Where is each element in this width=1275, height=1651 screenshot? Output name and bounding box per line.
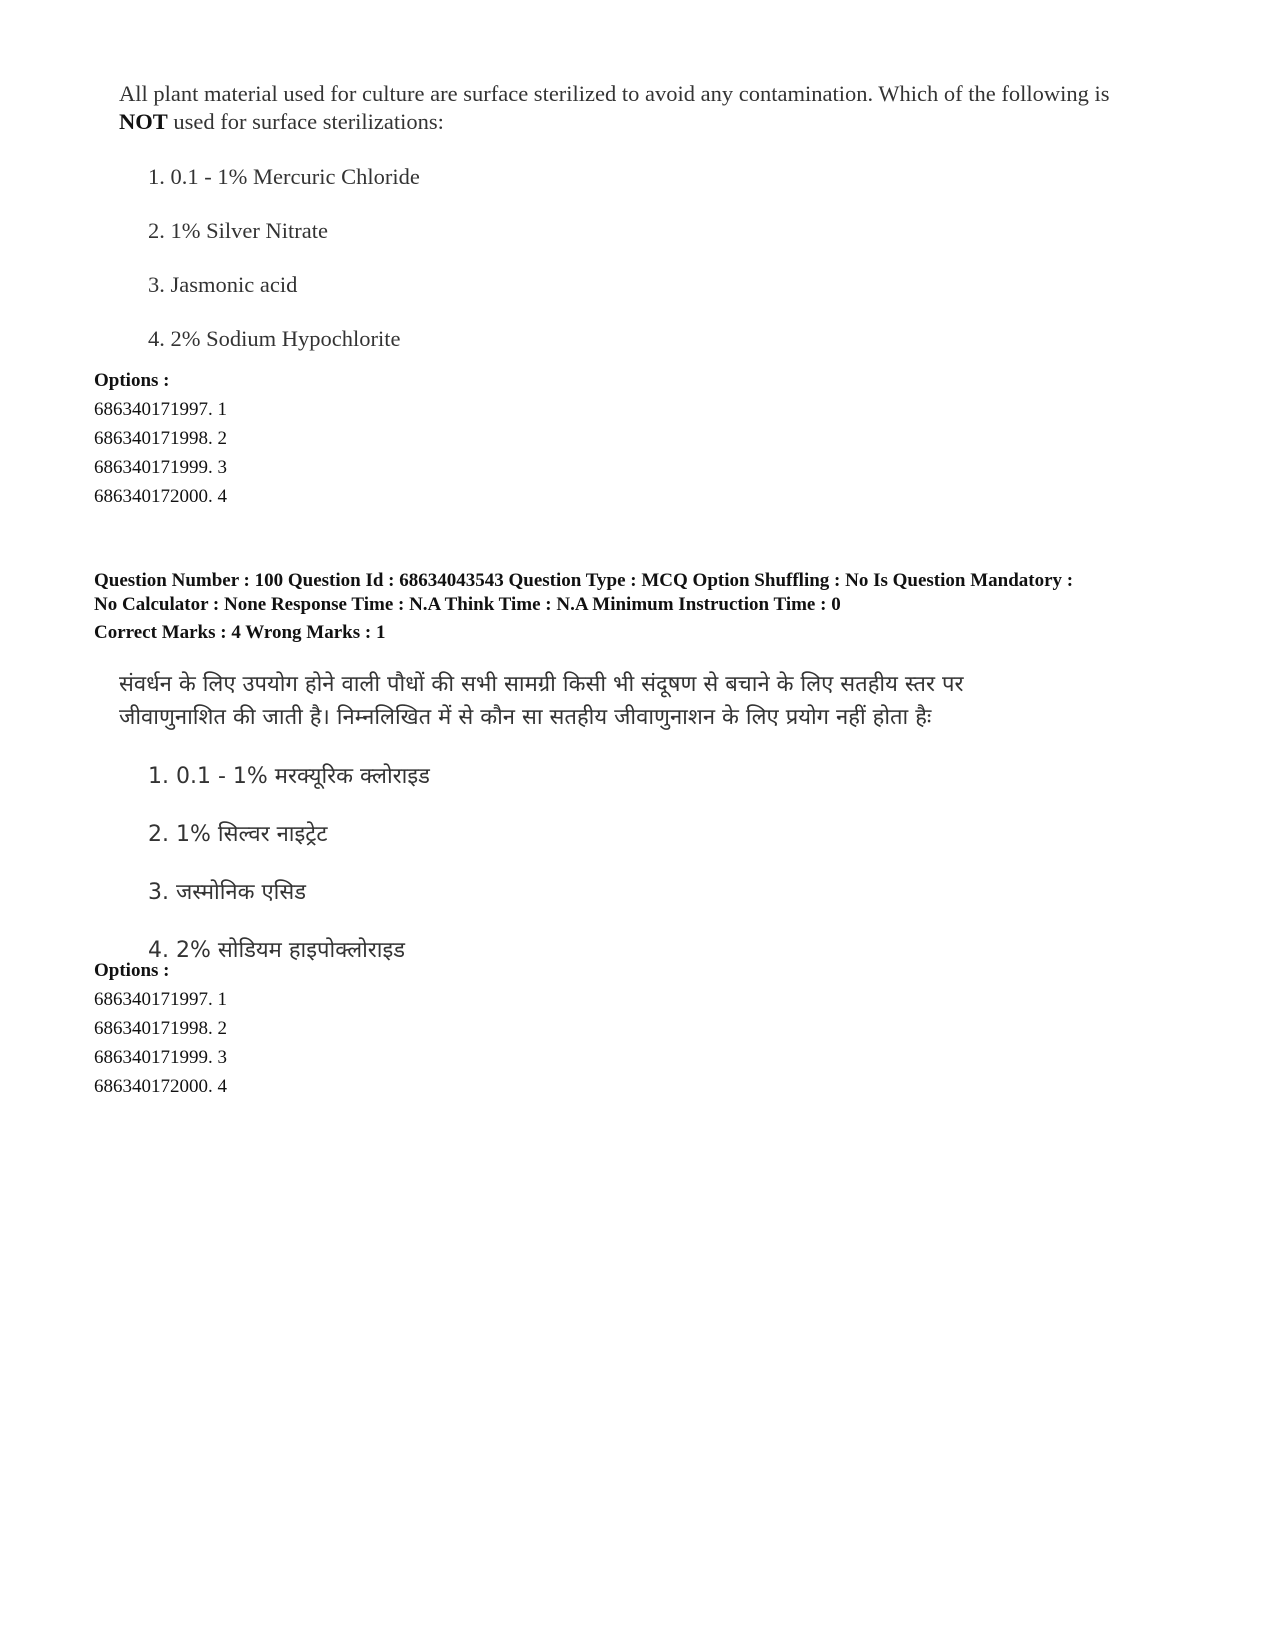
question-100-stem <box>119 668 1199 734</box>
option-id-3: 686340171999. 3 <box>94 457 227 478</box>
question-100-stem-line-1: संवर्धन के लिए उपयोग होने वाली पौधों की सभी सामग्री किसी भी संदूषण से बचाने के लिए सतहीय स्तर पर <box>119 672 964 697</box>
question-100-stem-line-2: जीवाणुनाशित की जाती है। निम्नलिखित में से कौन सा सतहीय जीवाणुनाशन के लिए प्रयोग नहीं होता हैः <box>119 705 932 730</box>
question-99-options-ids <box>94 366 227 511</box>
question-99-stem-text-2: used for surface sterilizations: <box>167 109 444 134</box>
question-100-option-4: 4. 2% सोडियम हाइपोक्लोराइड <box>148 938 406 963</box>
question-meta-line-2: No Calculator : None Response Time : N.A Think Time : N.A Minimum Instruction Time : 0 <box>94 594 841 615</box>
option-id-1: 686340171997. 1 <box>94 399 227 420</box>
question-99-option-1: 1. 0.1 - 1% Mercuric Chloride <box>148 164 420 189</box>
question-99-option-2: 2. 1% Silver Nitrate <box>148 218 328 243</box>
question-100-options-ids <box>94 956 227 1101</box>
marks-line: Correct Marks : 4 Wrong Marks : 1 <box>94 622 386 643</box>
options-header: Options : <box>94 960 170 981</box>
question-100-option-2: 2. 1% सिल्वर नाइट्रेट <box>148 822 328 847</box>
question-99-option-list <box>148 163 420 379</box>
question-100-option-3: 3. जस्मोनिक एसिड <box>148 880 307 905</box>
question-99-stem <box>119 80 1199 136</box>
question-meta-line-1: Question Number : 100 Question Id : 68634043543 Question Type : MCQ Option Shuffling : No Is Question Mandatory : <box>94 570 1074 591</box>
option-id-4: 686340172000. 4 <box>94 486 227 507</box>
question-99-stem-emphasis: NOT <box>119 109 168 134</box>
option-id-4: 686340172000. 4 <box>94 1076 227 1097</box>
option-id-3: 686340171999. 3 <box>94 1047 227 1068</box>
question-100-option-1: 1. 0.1 - 1% मरक्यूरिक क्लोराइड <box>148 764 430 789</box>
question-99-stem-text: All plant material used for culture are surface sterilized to avoid any contamination. Which of the following is <box>119 81 1110 106</box>
option-id-2: 686340171998. 2 <box>94 1018 227 1039</box>
option-id-2: 686340171998. 2 <box>94 428 227 449</box>
question-99-option-3: 3. Jasmonic acid <box>148 272 298 297</box>
question-99-option-4: 4. 2% Sodium Hypochlorite <box>148 326 401 351</box>
options-header: Options : <box>94 370 170 391</box>
option-id-1: 686340171997. 1 <box>94 989 227 1010</box>
question-100-meta <box>94 569 1214 645</box>
